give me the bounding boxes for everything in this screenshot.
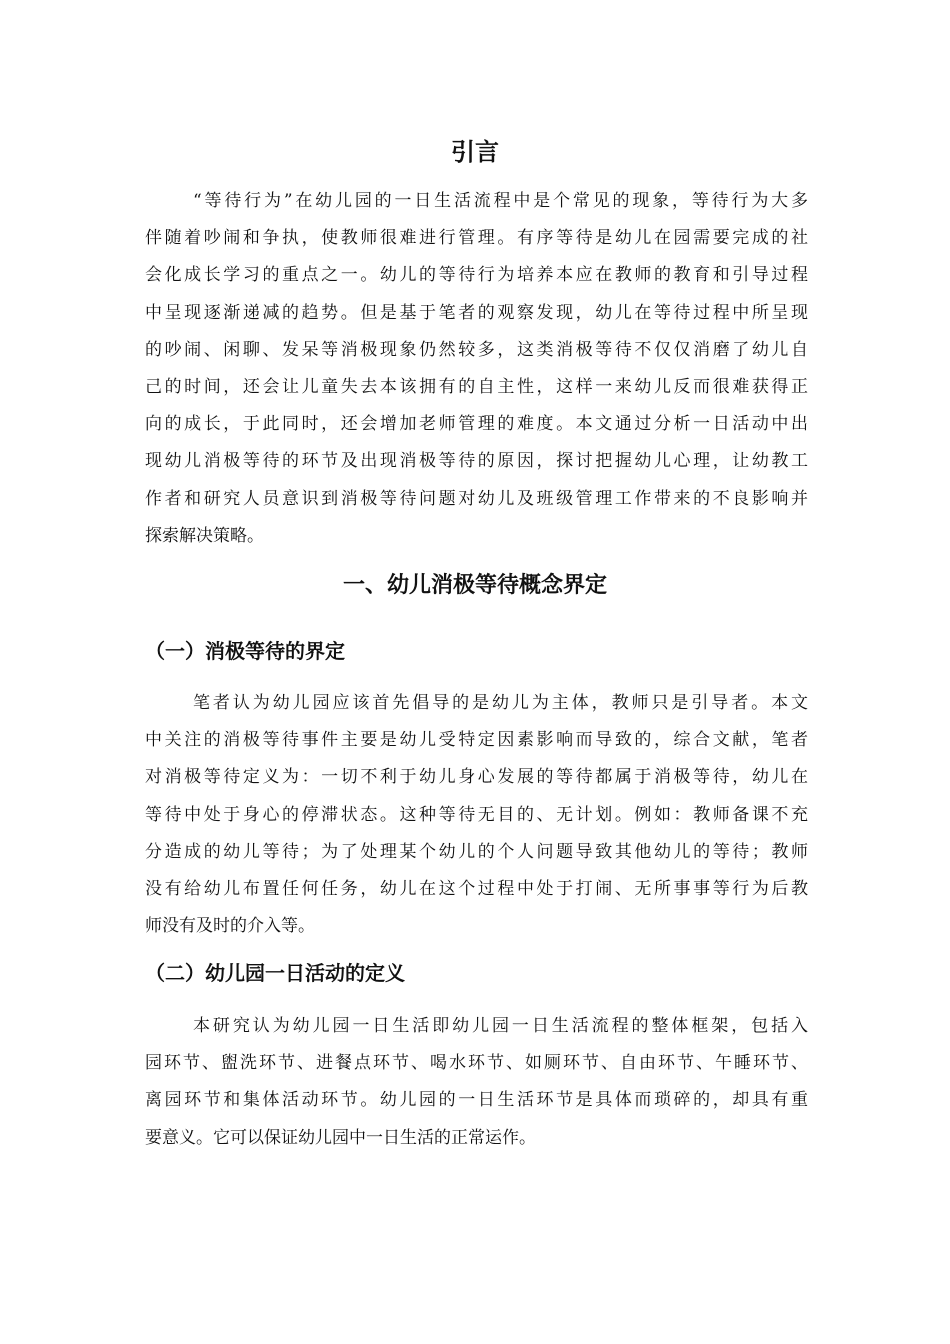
subsection-one-line-1: 笔者认为幼儿园应该首先倡导的是幼儿为主体，教师只是引导者。本文	[193, 693, 808, 713]
subsection-one-heading: （一）消极等待的界定	[145, 639, 345, 663]
intro-line-8: 现幼儿消极等待的环节及出现消极等待的原因，探讨把握幼儿心理，让幼教工	[145, 451, 808, 472]
intro-paragraph	[145, 183, 808, 555]
section-one-heading: 一、幼儿消极等待概念界定	[342, 573, 607, 598]
subsection-two-heading: （二）幼儿园一日活动的定义	[145, 961, 405, 985]
subsection-one-line-4: 等待中处于身心的停滞状态。这种等待无目的、无计划。例如：教师备课不充	[145, 804, 808, 825]
subsection-two-paragraph	[145, 1008, 808, 1157]
subsection-one-line-2: 中关注的消极等待事件主要是幼儿受特定因素影响而导致的，综合文献，笔者	[145, 730, 808, 751]
intro-line-2: 伴随着吵闹和争执，使教师很难进行管理。有序等待是幼儿在园需要完成的社	[145, 228, 808, 249]
subsection-one-paragraph	[145, 685, 808, 945]
intro-line-6: 己的时间，还会让儿童失去本该拥有的自主性，这样一来幼儿反而很难获得正	[145, 376, 808, 397]
subsection-one-line-7: 师没有及时的介入等。	[145, 916, 315, 937]
subsection-one-line-5: 分造成的幼儿等待；为了处理某个幼儿的个人问题导致其他幼儿的等待；教师	[145, 841, 808, 862]
subsection-two-line-1: 本研究认为幼儿园一日生活即幼儿园一日生活流程的整体框架，包括入	[193, 1016, 808, 1036]
subsection-one-line-3: 对消极等待定义为：一切不利于幼儿身心发展的等待都属于消极等待，幼儿在	[145, 767, 808, 788]
page-title: 引言	[451, 138, 499, 166]
intro-line-1: “等待行为”在幼儿园的一日生活流程中是个常见的现象，等待行为大多	[193, 191, 808, 211]
intro-line-10: 探索解决策略。	[145, 525, 264, 546]
intro-line-7: 向的成长，于此同时，还会增加老师管理的难度。本文通过分析一日活动中出	[145, 414, 808, 435]
intro-line-4: 中呈现逐渐递减的趋势。但是基于笔者的观察发现，幼儿在等待过程中所呈现	[145, 302, 808, 323]
subsection-two-line-3: 离园环节和集体活动环节。幼儿园的一日生活环节是具体而琐碎的，却具有重	[145, 1090, 808, 1111]
subsection-two-line-4: 要意义。它可以保证幼儿园中一日生活的正常运作。	[145, 1127, 536, 1148]
intro-line-9: 作者和研究人员意识到消极等待问题对幼儿及班级管理工作带来的不良影响并	[145, 488, 808, 509]
subsection-one-line-6: 没有给幼儿布置任何任务，幼儿在这个过程中处于打闹、无所事事等行为后教	[145, 878, 808, 899]
intro-line-5: 的吵闹、闲聊、发呆等消极现象仍然较多，这类消极等待不仅仅消磨了幼儿自	[145, 339, 808, 360]
subsection-two-line-2: 园环节、盥洗环节、进餐点环节、喝水环节、如厕环节、自由环节、午睡环节、	[145, 1053, 808, 1074]
intro-line-3: 会化成长学习的重点之一。幼儿的等待行为培养本应在教师的教育和引导过程	[145, 265, 808, 286]
